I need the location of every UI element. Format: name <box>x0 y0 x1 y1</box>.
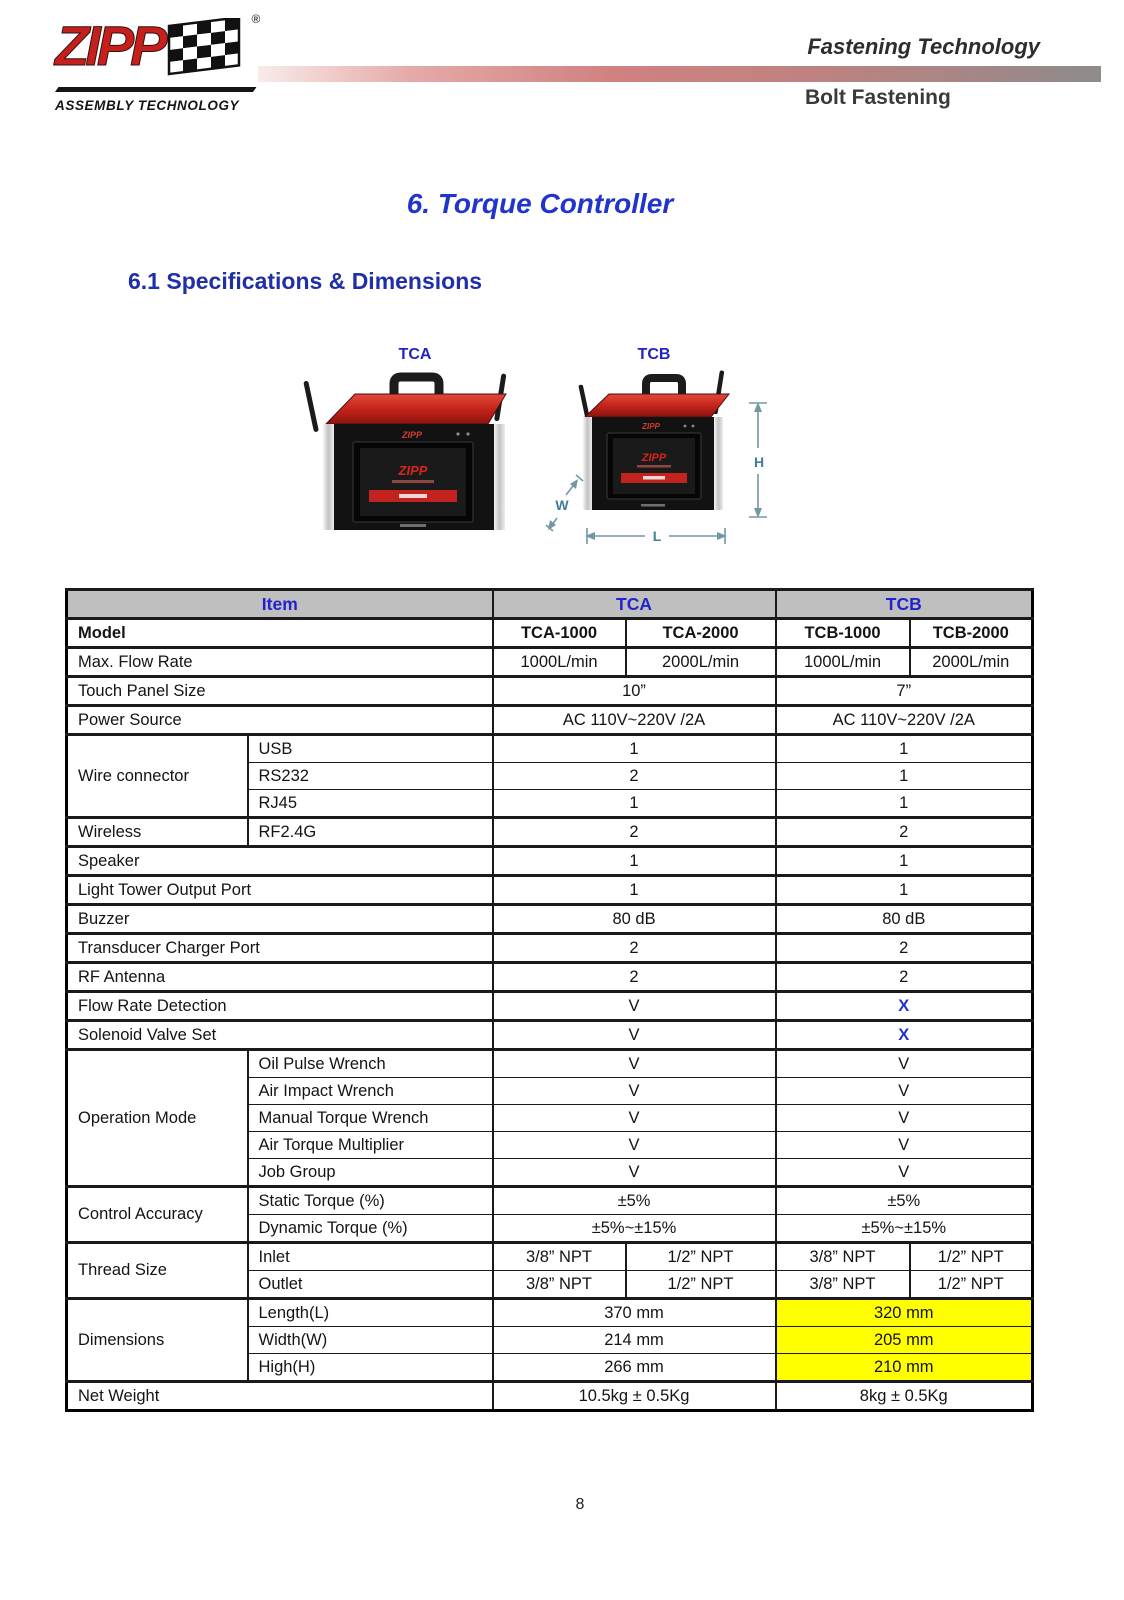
cell-value: 214 mm <box>493 1327 776 1354</box>
cell-value: V <box>493 1159 776 1187</box>
row-label: Solenoid Valve Set <box>67 1021 493 1050</box>
cell-value: 1 <box>776 790 1033 818</box>
cell-value: 3/8” NPT <box>776 1271 910 1299</box>
page-number: 8 <box>575 1496 585 1513</box>
header-subtitle: Bolt Fastening <box>805 86 951 109</box>
row-sublabel: Job Group <box>248 1159 493 1187</box>
dim-label-w: W <box>555 497 569 513</box>
row-sublabel: Inlet <box>248 1243 493 1271</box>
row-label: Transducer Charger Port <box>67 934 493 963</box>
logo-brand-text: ZIPP <box>55 14 164 77</box>
cell-value: 205 mm <box>776 1327 1033 1354</box>
row-label: Operation Mode <box>67 1050 248 1187</box>
row-sublabel: Static Torque (%) <box>248 1187 493 1215</box>
cell-value: 266 mm <box>493 1354 776 1382</box>
row-sublabel: RJ45 <box>248 790 493 818</box>
row-label: Wire connector <box>67 735 248 818</box>
cell-value: V <box>776 1132 1033 1159</box>
row-label: Speaker <box>67 847 493 876</box>
spec-table <box>65 588 1034 1412</box>
cell-value: 1000L/min <box>493 648 626 677</box>
logo-subtitle: ASSEMBLY TECHNOLOGY <box>55 98 240 113</box>
tca-product-image <box>300 372 530 537</box>
cell-value: V <box>493 1050 776 1078</box>
cell-value: ±5%~±15% <box>776 1215 1033 1243</box>
cell-value: ±5%~±15% <box>493 1215 776 1243</box>
cell-value: 1/2” NPT <box>910 1243 1033 1271</box>
dim-label-l: L <box>652 528 662 544</box>
cell-value: 2 <box>493 763 776 790</box>
cell-value: AC 110V~220V /2A <box>493 706 776 735</box>
cell-value: 2000L/min <box>910 648 1033 677</box>
cell-value: 1 <box>776 876 1033 905</box>
row-label: Touch Panel Size <box>67 677 493 706</box>
row-label: Light Tower Output Port <box>67 876 493 905</box>
row-sublabel: Air Impact Wrench <box>248 1078 493 1105</box>
cell-value: V <box>776 1078 1033 1105</box>
cell-value: 7” <box>776 677 1033 706</box>
zipp-logo <box>55 14 295 113</box>
cell-value: V <box>493 1105 776 1132</box>
header-tagline: Fastening Technology <box>807 34 1040 59</box>
cell-value: V <box>493 1021 776 1050</box>
cell-value: 10” <box>493 677 776 706</box>
device-top <box>585 394 729 417</box>
row-label: Buzzer <box>67 905 493 934</box>
cell-value: 2 <box>493 963 776 992</box>
tcb-product-image <box>545 368 795 550</box>
cell-value: V <box>776 1050 1033 1078</box>
cell-value: TCA-1000 <box>493 619 626 648</box>
row-label: Power Source <box>67 706 493 735</box>
cell-value: 1 <box>776 763 1033 790</box>
handle-icon <box>646 378 682 394</box>
cell-value: 1 <box>493 847 776 876</box>
cell-value: 320 mm <box>776 1299 1033 1327</box>
product-label-tca: TCA <box>398 346 432 363</box>
row-sublabel: Dynamic Torque (%) <box>248 1215 493 1243</box>
header-gradient-bar <box>258 66 1101 82</box>
cell-value: TCB-2000 <box>910 619 1033 648</box>
row-label: Thread Size <box>67 1243 248 1299</box>
cell-value: V <box>493 992 776 1021</box>
cell-value: 1000L/min <box>776 648 910 677</box>
cell-value: 210 mm <box>776 1354 1033 1382</box>
cell-value: 80 dB <box>493 905 776 934</box>
page-title: 6. Torque Controller <box>406 188 674 219</box>
row-label: Model <box>67 619 493 648</box>
row-label: Dimensions <box>67 1299 248 1382</box>
cell-value: 2 <box>493 818 776 847</box>
column-header: Item <box>67 590 493 619</box>
cell-value: 1 <box>776 847 1033 876</box>
cell-value: TCA-2000 <box>626 619 776 648</box>
cell-value: 1/2” NPT <box>626 1243 776 1271</box>
row-sublabel: Air Torque Multiplier <box>248 1132 493 1159</box>
cell-value: X <box>776 1021 1033 1050</box>
row-label: Max. Flow Rate <box>67 648 493 677</box>
cell-value: X <box>776 992 1033 1021</box>
cell-value: V <box>776 1105 1033 1132</box>
row-label: Wireless <box>67 818 248 847</box>
screen-brand-text: ZIPP <box>398 463 428 478</box>
cell-value: 80 dB <box>776 905 1033 934</box>
row-sublabel: RS232 <box>248 763 493 790</box>
cell-value: 1 <box>493 735 776 763</box>
cell-value: AC 110V~220V /2A <box>776 706 1033 735</box>
cell-value: 370 mm <box>493 1299 776 1327</box>
device-brand-small: ZIPP <box>642 422 660 431</box>
cell-value: 2 <box>776 934 1033 963</box>
cell-value: 1/2” NPT <box>910 1271 1033 1299</box>
registered-mark: ® <box>251 12 261 26</box>
row-sublabel: Manual Torque Wrench <box>248 1105 493 1132</box>
device-brand-small: ZIPP <box>401 430 423 440</box>
row-label: RF Antenna <box>67 963 493 992</box>
cell-value: 3/8” NPT <box>776 1243 910 1271</box>
cell-value: ±5% <box>776 1187 1033 1215</box>
handle-icon <box>394 377 439 396</box>
cell-value: 2 <box>776 963 1033 992</box>
device-top <box>326 394 506 424</box>
cell-value: 1/2” NPT <box>626 1271 776 1299</box>
product-label-tcb: TCB <box>637 346 671 363</box>
row-sublabel: High(H) <box>248 1354 493 1382</box>
cell-value: 1 <box>493 790 776 818</box>
row-sublabel: RF2.4G <box>248 818 493 847</box>
dim-label-h: H <box>753 454 765 470</box>
row-sublabel: USB <box>248 735 493 763</box>
row-label: Flow Rate Detection <box>67 992 493 1021</box>
column-header: TCB <box>776 590 1033 619</box>
cell-value: 2 <box>493 934 776 963</box>
row-sublabel: Width(W) <box>248 1327 493 1354</box>
row-sublabel: Oil Pulse Wrench <box>248 1050 493 1078</box>
row-label: Net Weight <box>67 1382 493 1411</box>
cell-value: 3/8” NPT <box>493 1243 626 1271</box>
cell-value: V <box>493 1132 776 1159</box>
cell-value: 1 <box>493 876 776 905</box>
row-sublabel: Outlet <box>248 1271 493 1299</box>
cell-value: ±5% <box>493 1187 776 1215</box>
row-sublabel: Length(L) <box>248 1299 493 1327</box>
row-label: Control Accuracy <box>67 1187 248 1243</box>
cell-value: 2 <box>776 818 1033 847</box>
logo-underline <box>55 87 257 92</box>
screen-brand-text: ZIPP <box>641 452 667 464</box>
column-header: TCA <box>493 590 776 619</box>
cell-value: 3/8” NPT <box>493 1271 626 1299</box>
cell-value: TCB-1000 <box>776 619 910 648</box>
section-title: 6.1 Specifications & Dimensions <box>128 268 483 294</box>
cell-value: V <box>493 1078 776 1105</box>
cell-value: 10.5kg ± 0.5Kg <box>493 1382 776 1411</box>
cell-value: 8kg ± 0.5Kg <box>776 1382 1033 1411</box>
cell-value: V <box>776 1159 1033 1187</box>
cell-value: 2000L/min <box>626 648 776 677</box>
cell-value: 1 <box>776 735 1033 763</box>
